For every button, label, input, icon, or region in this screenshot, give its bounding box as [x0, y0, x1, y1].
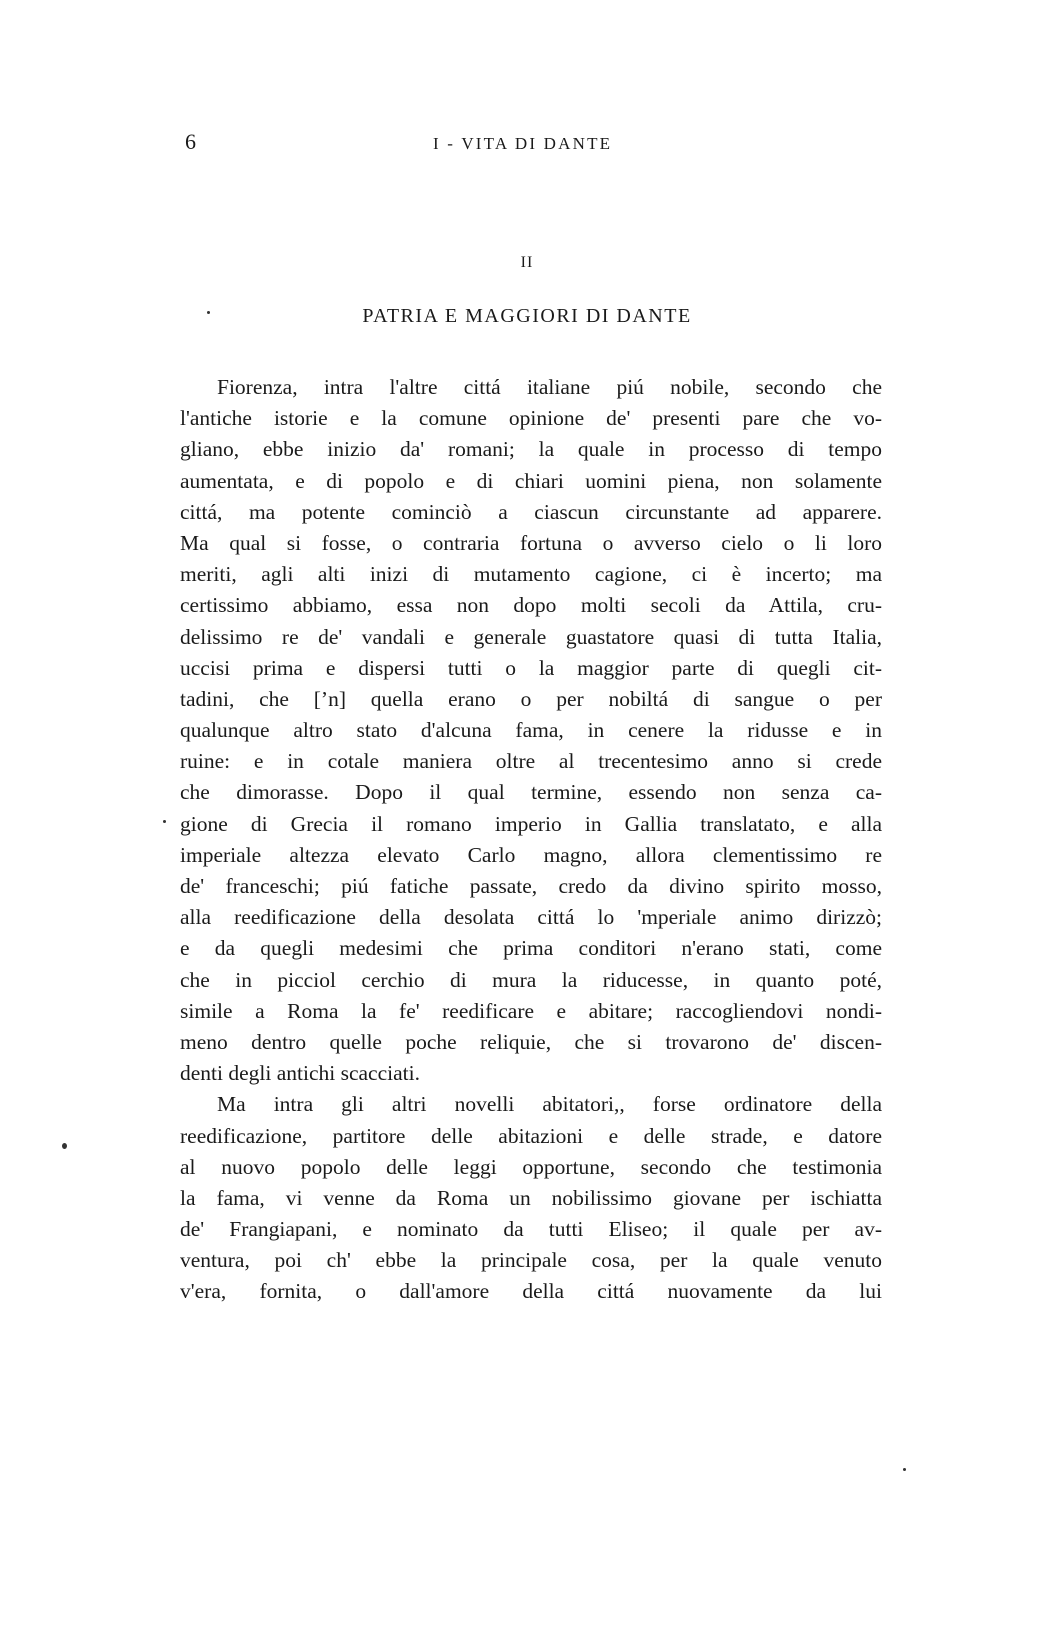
text-line: che in picciol cerchio di mura la riducesse, in quanto poté,	[180, 967, 882, 992]
body-text	[180, 372, 882, 1308]
scan-speck	[903, 1468, 906, 1471]
text-line: ruine: e in cotale maniera oltre al trecentesimo anno si crede	[180, 749, 882, 774]
text-line: Ma intra gli altri novelli abitatori,, forse ordinatore della	[217, 1092, 882, 1117]
text-line: de' franceschi; piú fatiche passate, credo da divino spirito mosso,	[180, 874, 882, 898]
text-line: v'era, fornita, o dall'amore della cittá nuovamente da lui	[180, 1279, 882, 1304]
text-line: denti degli antichi scacciati.	[180, 1061, 420, 1086]
text-line: l'antiche istorie e la comune opinione de' presenti pare che vo-	[180, 406, 882, 431]
text-line: delissimo re de' vandali e generale guastatore quasi di tutta Italia,	[180, 624, 882, 649]
scan-speck	[207, 311, 210, 314]
scan-speck	[62, 1143, 67, 1149]
chapter-title: PATRIA E MAGGIORI DI DANTE	[362, 305, 692, 327]
text-line: aumentata, e di popolo e di chiari uomini piena, non solamente	[180, 468, 882, 493]
text-line: uccisi prima e dispersi tutti o la maggior parte di quegli cit-	[180, 655, 882, 680]
text-line: gliano, ebbe inizio da' romani; la quale in processo di tempo	[180, 437, 882, 462]
running-head: I - VITA DI DANTE	[433, 134, 613, 153]
paragraph-2	[180, 1089, 882, 1307]
scan-speck	[163, 820, 166, 823]
text-line: qualunque altro stato d'alcuna fama, in cenere la ridusse e in	[180, 718, 882, 743]
text-line: certissimo abbiamo, essa non dopo molti secoli da Attila, cru-	[180, 593, 882, 618]
text-line: la fama, vi venne da Roma un nobilissimo giovane per ischiatta	[180, 1185, 882, 1210]
text-line: reedificazione, partitore delle abitazioni e delle strade, e datore	[180, 1123, 882, 1148]
text-line: ventura, poi ch' ebbe la principale cosa, per la quale venuto	[180, 1248, 882, 1273]
text-line: che dimorasse. Dopo il qual termine, essendo non senza ca-	[180, 780, 882, 805]
text-line: Ma qual si fosse, o contraria fortuna o avverso cielo o li loro	[180, 530, 882, 555]
paragraph-1	[180, 372, 882, 1089]
text-line: de' Frangiapani, e nominato da tutti Eliseo; il quale per av-	[180, 1217, 882, 1242]
text-line: Fiorenza, intra l'altre cittá italiane piú nobile, secondo che	[217, 375, 882, 399]
text-line: e da quegli medesimi che prima conditori n'erano stati, come	[180, 936, 882, 961]
page-number: 6	[185, 129, 196, 154]
text-line: gione di Grecia il romano imperio in Gallia translatato, e alla	[180, 811, 882, 836]
text-line: meno dentro quelle poche reliquie, che si trovarono de' discen-	[180, 1029, 882, 1054]
text-line: alla reedificazione della desolata cittá lo 'mperiale animo dirizzò;	[180, 905, 882, 930]
text-line: imperiale altezza elevato Carlo magno, allora clementissimo re	[180, 842, 882, 867]
text-line: al nuovo popolo delle leggi opportune, secondo che testimonia	[180, 1154, 882, 1179]
chapter-number: II	[520, 254, 534, 271]
text-line: simile a Roma la fe' reedificare e abitare; raccogliendovi nondi-	[180, 998, 882, 1023]
text-line: meriti, agli alti inizi di mutamento cagione, ci è incerto; ma	[180, 562, 882, 587]
text-line: tadini, che [’n] quella erano o per nobiltá di sangue o per	[180, 686, 882, 711]
text-line: cittá, ma potente cominciò a ciascun circunstante ad apparere.	[180, 499, 882, 524]
